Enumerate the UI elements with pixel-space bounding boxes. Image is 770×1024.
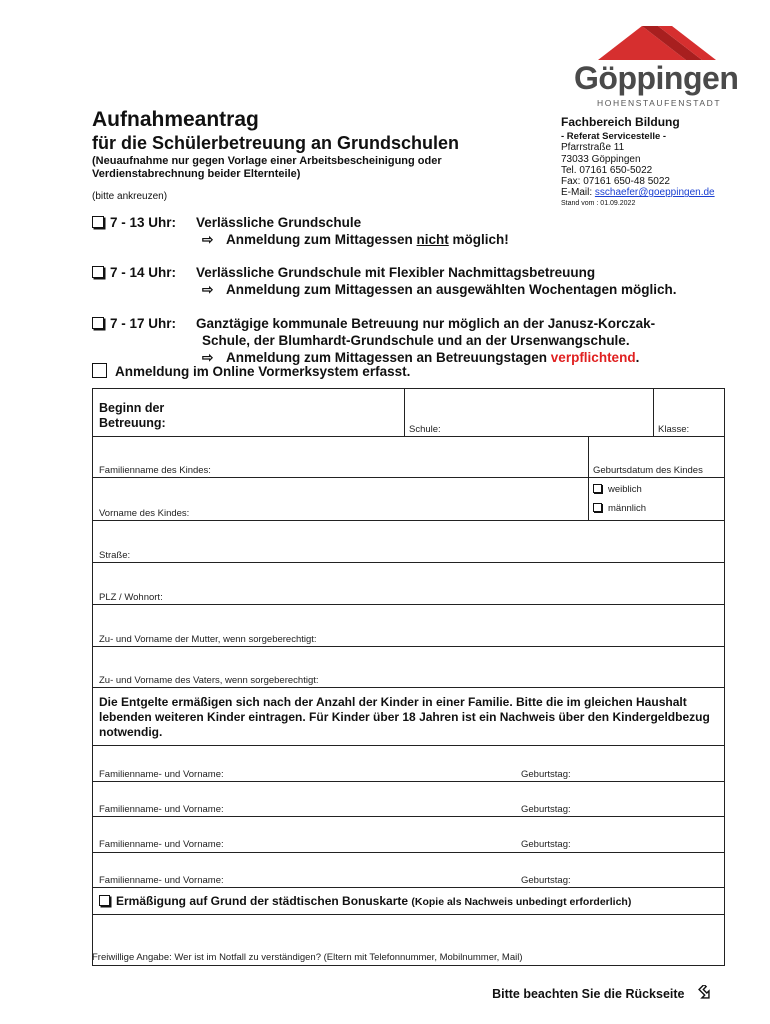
bonus-note: (Kopie als Nachweis unbedingt erforderlich) — [411, 896, 632, 908]
sibling-row[interactable] — [93, 746, 724, 782]
department-email-row — [561, 187, 741, 198]
footer-note — [492, 985, 712, 1001]
city-logo — [560, 22, 740, 112]
form-row-bonus — [93, 888, 724, 915]
logo-wordmark: Göppingen — [574, 60, 739, 96]
footer-text: Bitte beachten Sie die Rückseite — [492, 987, 685, 1001]
first-name-label: Vorname des Kindes: — [99, 508, 190, 519]
option-time: 7 - 14 Uhr: — [110, 265, 177, 280]
option-lunch-end: möglich! — [448, 232, 509, 247]
form-row-street[interactable] — [93, 521, 724, 563]
street-label: Straße: — [99, 550, 131, 561]
male-option[interactable] — [593, 503, 646, 514]
checkbox-7-14[interactable] — [92, 266, 104, 278]
option-time: 7 - 13 Uhr: — [110, 215, 177, 230]
start-label: Beginn der Betreuung: — [99, 401, 166, 430]
header-note: (Neuaufnahme nur gegen Vorlage einer Arbeitsbescheinigung oder Verdienstabrechnung beider Elternteile) — [92, 155, 442, 180]
option-lunch-text: Anmeldung zum Mittagessen — [226, 232, 417, 247]
option-7-14 — [92, 264, 677, 298]
application-form — [92, 388, 725, 966]
option-7-13 — [92, 214, 509, 248]
checkbox-bonus[interactable] — [99, 895, 110, 906]
form-row-city[interactable] — [93, 563, 724, 605]
arrow-right-icon: ⇨ — [202, 232, 214, 247]
roof-logo-icon — [598, 26, 720, 60]
checkbox-online[interactable] — [92, 363, 107, 378]
checkbox-7-13[interactable] — [92, 216, 104, 228]
online-registration — [92, 363, 410, 380]
check-hint: (bitte ankreuzen) — [92, 191, 168, 202]
option-lunch-emphasis: nicht — [416, 232, 449, 247]
form-row-fees-info — [93, 688, 724, 746]
female-label: weiblich — [608, 484, 642, 495]
form-row-start — [93, 389, 724, 437]
checkbox-7-17[interactable] — [92, 317, 104, 329]
arrow-right-icon: ⇨ — [202, 282, 214, 297]
option-text-1: Ganztägige kommunale Betreuung nur möglich an der Janusz-Korczak- — [196, 316, 656, 331]
city-label: PLZ / Wohnort: — [99, 592, 163, 603]
bonus-label: Ermäßigung auf Grund der städtischen Bonuskarte — [116, 894, 409, 908]
department-fax: Fax: 07161 650-48 5022 — [561, 176, 670, 188]
department-city: 73033 Göppingen — [561, 153, 641, 165]
divider — [588, 478, 589, 520]
sibling-name-label: Familienname- und Vorname: — [99, 839, 224, 850]
option-7-17 — [92, 315, 655, 366]
checkbox-male[interactable] — [593, 503, 602, 512]
option-lunch-mandatory: verpflichtend — [550, 350, 636, 365]
mother-label: Zu- und Vorname der Mutter, wenn sorgeberechtigt: — [99, 634, 317, 645]
divider — [588, 437, 589, 477]
form-row-father[interactable] — [93, 647, 724, 688]
female-option[interactable] — [593, 484, 642, 495]
sibling-birth-label: Geburtstag: — [521, 769, 571, 780]
bonus-option[interactable] — [99, 894, 631, 910]
sibling-name-label: Familienname- und Vorname: — [99, 804, 224, 815]
department-ref: - Referat Servicestelle - — [561, 131, 667, 143]
department-street: Pfarrstraße 11 — [561, 142, 625, 154]
sibling-birth-label: Geburtstag: — [521, 875, 571, 886]
option-text: Verlässliche Grundschule — [196, 215, 362, 230]
option-lunch-text: Anmeldung zum Mittagessen an ausgewählten Wochentagen möglich. — [226, 282, 677, 297]
birthdate-label: Geburtsdatum des Kindes — [593, 465, 703, 476]
sibling-birth-label: Geburtstag: — [521, 804, 571, 815]
male-label: männlich — [608, 503, 647, 514]
option-lunch-end: . — [635, 350, 640, 365]
fees-info: Die Entgelte ermäßigen sich nach der Anzahl der Kinder in einer Familie. Bitte die im gleichen Haushalt lebenden weiteren Kinder eintragen. Für Kinder über 18 Jahren ist ein Nachweis über den Kindergeldbezug notwendig. — [99, 695, 710, 739]
emergency-label: Freiwillige Angabe: Wer ist im Notfall zu verständigen? (Eltern mit Telefonnummer, Mobilnummer, Mail) — [92, 952, 523, 963]
school-label: Schule: — [409, 424, 441, 435]
divider — [653, 389, 654, 436]
divider — [404, 389, 405, 436]
online-label: Anmeldung im Online Vormerksystem erfasst. — [115, 364, 411, 379]
email-label: E-Mail: — [561, 187, 595, 199]
arrow-right-icon: ⇨ — [202, 350, 214, 365]
form-row-family-name[interactable] — [93, 437, 724, 478]
sibling-birth-label: Geburtstag: — [521, 839, 571, 850]
sibling-row[interactable] — [93, 817, 724, 853]
option-lunch-text: Anmeldung zum Mittagessen an Betreuungstagen — [226, 350, 551, 365]
department-name: Fachbereich Bildung — [561, 115, 680, 129]
class-label: Klasse: — [658, 424, 690, 435]
option-text-2: Schule, der Blumhardt-Grundschule und an der Ursenwangschule. — [202, 333, 630, 348]
logo-subtitle: HOHENSTAUFENSTADT — [597, 98, 722, 108]
department-address — [561, 117, 741, 210]
father-label: Zu- und Vorname des Vaters, wenn sorgeberechtigt: — [99, 675, 319, 686]
turn-page-arrow-icon — [696, 985, 712, 1001]
form-row-mother[interactable] — [93, 605, 724, 647]
department-tel: Tel. 07161 650-5022 — [561, 164, 653, 176]
sibling-name-label: Familienname- und Vorname: — [99, 769, 224, 780]
checkbox-female[interactable] — [593, 484, 602, 493]
email-link[interactable]: sschaefer@goeppingen.de — [594, 187, 715, 199]
sibling-row[interactable] — [93, 853, 724, 888]
family-name-label: Familienname des Kindes: — [99, 465, 211, 476]
form-row-first-name[interactable] — [93, 478, 724, 521]
page-title: Aufnahmeantrag — [92, 108, 259, 131]
document-date: Stand vom : 01.09.2022 — [561, 200, 636, 208]
sibling-row[interactable] — [93, 782, 724, 817]
option-text: Verlässliche Grundschule mit Flexibler Nachmittagsbetreuung — [196, 265, 596, 280]
page-subtitle: für die Schülerbetreuung an Grundschulen — [92, 133, 460, 153]
option-time: 7 - 17 Uhr: — [110, 316, 177, 331]
sibling-name-label: Familienname- und Vorname: — [99, 875, 224, 886]
